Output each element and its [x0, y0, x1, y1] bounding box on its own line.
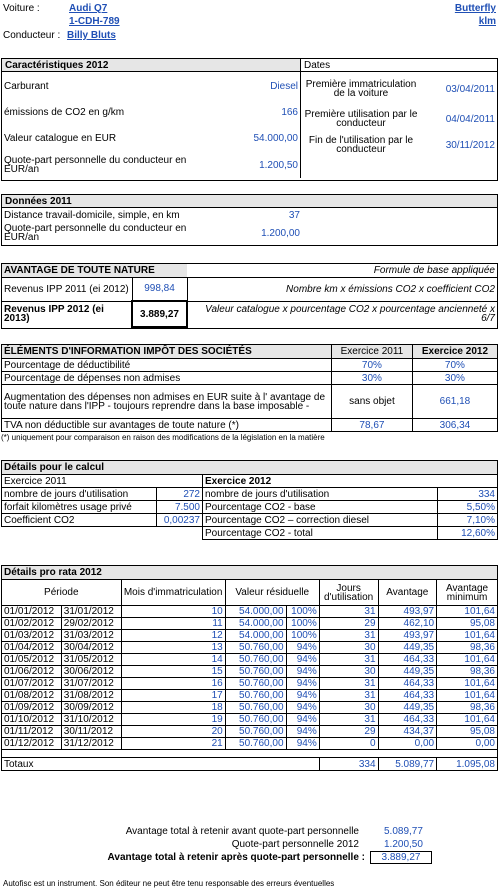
calc-right-label-0: nombre de jours d'utilisation — [203, 488, 438, 501]
cell-avantage: 464,33 — [378, 714, 437, 726]
car-model-link[interactable]: Audi Q7 — [69, 3, 108, 14]
calcul-ex-2012: Exercice 2012 — [203, 475, 498, 488]
calc-left-value-2: 0,00237 — [157, 514, 203, 527]
cell-valeur: 50.760,00 — [225, 690, 286, 702]
deductibilite-2011: 70% — [332, 359, 413, 372]
isoc-col-2011: Exercice 2011 — [332, 345, 413, 359]
cell-pct: 94% — [286, 714, 319, 726]
calc-left-label-1: forfait kilomètres usage privé — [2, 501, 157, 514]
cell-pct: 94% — [286, 666, 319, 678]
cell-minimum: 101,64 — [437, 630, 498, 642]
cell-mois: 16 — [121, 678, 225, 690]
driver-link[interactable]: Billy Bluts — [67, 30, 116, 41]
cell-end: 30/09/2012 — [61, 702, 121, 714]
prorata-totals-days: 334 — [319, 758, 378, 771]
summary-line1-value: 5.089,77 — [384, 826, 423, 837]
cell-valeur: 50.760,00 — [225, 738, 286, 750]
isoc-section — [1, 344, 498, 442]
table-row — [2, 630, 498, 642]
cell-avantage: 464,33 — [378, 690, 437, 702]
cell-end: 31/07/2012 — [61, 678, 121, 690]
tva-label: TVA non déductible sur avantages de toute nature (*) — [2, 419, 332, 432]
distance-value: 37 — [288, 209, 300, 221]
table-row — [2, 666, 498, 678]
premiere-util-value: 04/04/2011 — [445, 113, 495, 125]
cell-mois: 21 — [121, 738, 225, 750]
distance-label: Distance travail-domicile, simple, en km — [4, 209, 180, 221]
non-admises-2011: 30% — [332, 372, 413, 385]
cell-pct: 94% — [286, 690, 319, 702]
cell-start: 01/10/2012 — [2, 714, 62, 726]
augmentation-2012: 661,18 — [412, 385, 497, 419]
donnees-2011-section — [1, 194, 498, 246]
isoc-footnote: (*) uniquement pour comparaison en raison des modifications de la législation en la matière — [1, 433, 325, 442]
atn-section — [1, 263, 498, 329]
cell-valeur: 50.760,00 — [225, 678, 286, 690]
quote-part-2011-label: Quote-part personnelle du conducteur en EUR/an — [4, 223, 187, 243]
company-link-1[interactable]: Butterfly — [454, 3, 496, 14]
cell-mois: 17 — [121, 690, 225, 702]
cell-jours: 30 — [319, 666, 378, 678]
cell-jours: 31 — [319, 678, 378, 690]
cell-valeur: 50.760,00 — [225, 666, 286, 678]
cell-pct: 100% — [286, 630, 319, 642]
cell-end: 31/03/2012 — [61, 630, 121, 642]
cell-pct: 94% — [286, 702, 319, 714]
prorata-header-mois: Mois d'immatriculation — [121, 580, 225, 606]
calc-right-value-0: 334 — [438, 488, 498, 501]
cell-jours: 30 — [319, 642, 378, 654]
table-row — [2, 690, 498, 702]
summary-line1-label: Avantage total à retenir avant quote-part personnelle — [125, 826, 359, 837]
cell-mois: 12 — [121, 630, 225, 642]
prorata-header-avantage: Avantage — [378, 580, 437, 606]
calc-left-label-0: nombre de jours d'utilisation — [2, 488, 157, 501]
cell-minimum: 95,08 — [437, 618, 498, 630]
footer-disclaimer: Autofisc est un instrument. Son éditeur ne peut être tenu responsable des erreurs éventuelles — [3, 879, 335, 888]
cell-avantage: 493,97 — [378, 630, 437, 642]
conducteur-label: Conducteur : — [3, 30, 61, 41]
cell-mois: 19 — [121, 714, 225, 726]
calc-right-value-2: 7,10% — [438, 514, 498, 527]
cell-mois: 18 — [121, 702, 225, 714]
cell-jours: 31 — [319, 630, 378, 642]
cell-start: 01/05/2012 — [2, 654, 62, 666]
calc-right-value-3: 12,60% — [438, 527, 498, 540]
isoc-title: ÉLÉMENTS D'INFORMATION IMPÔT DES SOCIÉTÉS — [2, 345, 332, 359]
cell-valeur: 50.760,00 — [225, 714, 286, 726]
cell-avantage: 462,10 — [378, 618, 437, 630]
prorata-header-periode: Période — [2, 580, 122, 606]
table-row — [2, 702, 498, 714]
summary-line3-value: 3.889,27 — [370, 851, 432, 864]
cell-pct: 94% — [286, 642, 319, 654]
cell-end: 31/05/2012 — [61, 654, 121, 666]
cell-mois: 11 — [121, 618, 225, 630]
quote-part-label: Quote-part personnelle du conducteur en EUR/an — [4, 155, 187, 175]
atn-formula-title: Formule de base appliquée — [373, 264, 495, 276]
cell-minimum: 0,00 — [437, 738, 498, 750]
cell-mois: 14 — [121, 654, 225, 666]
company-link-2[interactable]: klm — [478, 16, 496, 27]
prorata-header-minimum: Avantage minimum — [437, 580, 498, 606]
calcul-section — [1, 460, 498, 540]
prorata-header-valeur: Valeur résiduelle — [225, 580, 319, 606]
carburant-value: Diesel — [270, 80, 298, 92]
cell-jours: 29 — [319, 726, 378, 738]
calc-right-label-3: Pourcentage CO2 - total — [203, 527, 438, 540]
cell-mois: 15 — [121, 666, 225, 678]
calc-right-label-1: Pourcentage CO2 - base — [203, 501, 438, 514]
ipp-2011-label: Revenus IPP 2011 (ei 2012) — [2, 277, 132, 301]
cell-pct: 94% — [286, 726, 319, 738]
donnees-2011-title: Données 2011 — [2, 195, 497, 208]
cell-valeur: 50.760,00 — [225, 702, 286, 714]
calcul-title: Détails pour le calcul — [2, 461, 498, 475]
premiere-immat-label: Première immatriculation de la voiture — [305, 79, 417, 99]
voiture-label: Voiture : — [3, 3, 40, 14]
cell-start: 01/07/2012 — [2, 678, 62, 690]
cell-start: 01/06/2012 — [2, 666, 62, 678]
cell-end: 29/02/2012 — [61, 618, 121, 630]
ipp-2012-label: Revenus IPP 2012 (ei 2013) — [2, 301, 132, 327]
dates-title: Dates — [301, 59, 497, 71]
table-row — [2, 642, 498, 654]
cell-minimum: 98,36 — [437, 642, 498, 654]
cell-avantage: 464,33 — [378, 678, 437, 690]
non-admises-label: Pourcentage de dépenses non admises — [2, 372, 332, 385]
cell-end: 30/06/2012 — [61, 666, 121, 678]
quote-part-value: 1.200,50 — [259, 159, 298, 171]
cell-end: 31/10/2012 — [61, 714, 121, 726]
cell-pct: 100% — [286, 606, 319, 618]
table-row — [2, 606, 498, 618]
premiere-immat-value: 03/04/2011 — [445, 83, 495, 95]
cell-start: 01/01/2012 — [2, 606, 62, 618]
cell-jours: 31 — [319, 606, 378, 618]
catalogue-value: 54.000,00 — [253, 132, 298, 144]
caracteristiques-title: Caractéristiques 2012 — [2, 59, 301, 71]
caracteristiques-section — [1, 58, 498, 181]
cell-mois: 10 — [121, 606, 225, 618]
cell-end: 30/11/2012 — [61, 726, 121, 738]
cell-valeur: 50.760,00 — [225, 642, 286, 654]
calc-right-value-1: 5,50% — [438, 501, 498, 514]
table-row — [2, 714, 498, 726]
cell-start: 01/08/2012 — [2, 690, 62, 702]
prorata-totals-avantage: 5.089,77 — [378, 758, 437, 771]
co2-label: émissions de CO2 en g/km — [4, 106, 125, 118]
cell-minimum: 98,36 — [437, 702, 498, 714]
cell-end: 31/12/2012 — [61, 738, 121, 750]
cell-minimum: 98,36 — [437, 666, 498, 678]
cell-avantage: 464,33 — [378, 654, 437, 666]
cell-avantage: 493,97 — [378, 606, 437, 618]
cell-start: 01/03/2012 — [2, 630, 62, 642]
cell-pct: 94% — [286, 654, 319, 666]
cell-avantage: 0,00 — [378, 738, 437, 750]
cell-mois: 20 — [121, 726, 225, 738]
calcul-ex-2011: Exercice 2011 — [2, 475, 203, 488]
table-row — [2, 654, 498, 666]
cell-start: 01/11/2012 — [2, 726, 62, 738]
calc-left-value-1: 7.500 — [157, 501, 203, 514]
carburant-label: Carburant — [4, 80, 49, 92]
cell-valeur: 50.760,00 — [225, 654, 286, 666]
header — [0, 0, 499, 54]
premiere-util-label: Première utilisation par le conducteur — [304, 109, 418, 129]
cell-end: 31/08/2012 — [61, 690, 121, 702]
cell-minimum: 95,08 — [437, 726, 498, 738]
atn-title: AVANTAGE DE TOUTE NATURE — [2, 264, 187, 277]
summary-line2-label: Quote-part personnelle 2012 — [231, 839, 359, 850]
fin-util-value: 30/11/2012 — [445, 139, 495, 151]
table-row — [2, 738, 498, 750]
ipp-2011-value: 998,84 — [132, 277, 187, 301]
cell-jours: 31 — [319, 714, 378, 726]
ipp-2012-formula: Valeur catalogue x pourcentage CO2 x pourcentage ancienneté x 6/7 — [205, 304, 495, 325]
non-admises-2012: 30% — [412, 372, 497, 385]
calc-right-label-2: Pourcentage CO2 – correction diesel — [203, 514, 438, 527]
cell-valeur: 54.000,00 — [225, 630, 286, 642]
cell-avantage: 434,37 — [378, 726, 437, 738]
deductibilite-2012: 70% — [412, 359, 497, 372]
table-row — [2, 618, 498, 630]
augmentation-2011: sans objet — [332, 385, 413, 419]
quote-part-2011-value: 1.200,00 — [261, 227, 300, 239]
cell-jours: 30 — [319, 702, 378, 714]
prorata-title: Détails pro rata 2012 — [2, 566, 498, 580]
cell-start: 01/02/2012 — [2, 618, 62, 630]
cell-jours: 31 — [319, 654, 378, 666]
cell-minimum: 101,64 — [437, 690, 498, 702]
summary-line2-value: 1.200,50 — [384, 839, 423, 850]
cell-avantage: 449,35 — [378, 666, 437, 678]
ipp-2012-value: 3.889,27 — [132, 301, 187, 327]
prorata-totals-label: Totaux — [2, 758, 320, 771]
cell-start: 01/09/2012 — [2, 702, 62, 714]
cell-minimum: 101,64 — [437, 606, 498, 618]
cell-start: 01/04/2012 — [2, 642, 62, 654]
summary-line3-label: Avantage total à retenir après quote-part personnelle : — [107, 852, 365, 863]
calc-left-value-0: 272 — [157, 488, 203, 501]
cell-jours: 0 — [319, 738, 378, 750]
cell-valeur: 50.760,00 — [225, 726, 286, 738]
cell-minimum: 101,64 — [437, 654, 498, 666]
tva-2011: 78,67 — [332, 419, 413, 432]
cell-valeur: 54.000,00 — [225, 606, 286, 618]
cell-mois: 13 — [121, 642, 225, 654]
cell-pct: 100% — [286, 618, 319, 630]
calc-left-label-2: Coefficient CO2 — [2, 514, 157, 527]
prorata-header-jours: Jours d'utilisation — [319, 580, 378, 606]
catalogue-label: Valeur catalogue en EUR — [4, 132, 117, 144]
cell-jours: 31 — [319, 690, 378, 702]
cell-end: 31/01/2012 — [61, 606, 121, 618]
cell-minimum: 101,64 — [437, 678, 498, 690]
deductibilite-label: Pourcentage de déductibilité — [2, 359, 332, 372]
tva-2012: 306,34 — [412, 419, 497, 432]
fin-util-label: Fin de l'utilisation par le conducteur — [308, 135, 414, 155]
prorata-section — [1, 565, 498, 771]
cell-pct: 94% — [286, 678, 319, 690]
co2-value: 166 — [281, 106, 298, 118]
cell-jours: 29 — [319, 618, 378, 630]
cell-minimum: 101,64 — [437, 714, 498, 726]
cell-valeur: 54.000,00 — [225, 618, 286, 630]
cell-avantage: 449,35 — [378, 642, 437, 654]
cell-pct: 94% — [286, 738, 319, 750]
cell-start: 01/12/2012 — [2, 738, 62, 750]
isoc-col-2012: Exercice 2012 — [412, 345, 497, 359]
prorata-totals-minimum: 1.095,08 — [437, 758, 498, 771]
table-row — [2, 678, 498, 690]
plate-link[interactable]: 1-CDH-789 — [69, 16, 120, 27]
cell-avantage: 449,35 — [378, 702, 437, 714]
cell-end: 30/04/2012 — [61, 642, 121, 654]
augmentation-label: Augmentation des dépenses non admises en EUR suite à l' avantage de toute nature dans l'IPP - toujours reprendre dans la base imposable - — [2, 385, 332, 419]
table-row — [2, 726, 498, 738]
ipp-2011-formula: Nombre km x émissions CO2 x coefficient CO2 — [286, 283, 495, 295]
